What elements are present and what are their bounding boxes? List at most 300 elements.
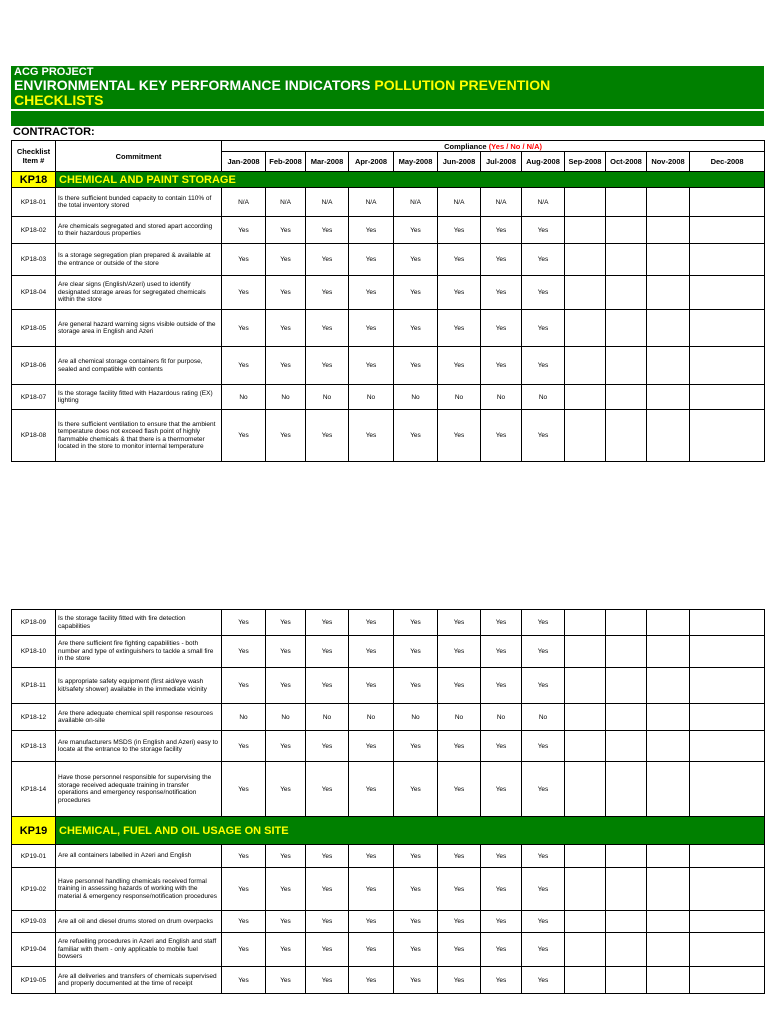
compliance-cell[interactable] <box>647 636 690 668</box>
compliance-cell[interactable] <box>565 911 606 933</box>
item-id: KP19-01 <box>12 845 56 868</box>
compliance-cell[interactable]: Yes <box>394 244 438 276</box>
compliance-cell[interactable]: Yes <box>266 762 306 817</box>
item-id: KP18-06 <box>12 347 56 385</box>
compliance-cell[interactable]: No <box>306 385 349 410</box>
compliance-cell[interactable]: Yes <box>266 668 306 704</box>
compliance-cell[interactable] <box>606 217 647 244</box>
compliance-cell[interactable]: Yes <box>306 217 349 244</box>
compliance-cell[interactable]: Yes <box>394 610 438 636</box>
compliance-cell[interactable]: Yes <box>522 762 565 817</box>
compliance-cell[interactable]: Yes <box>481 668 522 704</box>
compliance-cell[interactable]: Yes <box>438 668 481 704</box>
compliance-cell[interactable]: Yes <box>222 610 266 636</box>
compliance-cell[interactable] <box>606 868 647 911</box>
item-id: KP18-12 <box>12 704 56 731</box>
compliance-cell[interactable]: Yes <box>266 244 306 276</box>
compliance-cell[interactable]: No <box>266 704 306 731</box>
compliance-cell[interactable]: Yes <box>306 636 349 668</box>
item-id: KP18-11 <box>12 668 56 704</box>
commitment-text: Are manufacturers MSDS (in English and Azeri) easy to locate at the entrance to the storage facility <box>56 731 222 762</box>
compliance-cell[interactable]: N/A <box>266 188 306 217</box>
compliance-cell[interactable] <box>647 911 690 933</box>
compliance-cell[interactable]: Yes <box>522 731 565 762</box>
compliance-cell[interactable]: Yes <box>349 276 394 310</box>
compliance-cell[interactable] <box>647 762 690 817</box>
table-row <box>12 762 765 817</box>
compliance-cell[interactable] <box>606 668 647 704</box>
compliance-cell[interactable]: Yes <box>349 410 394 462</box>
table-row <box>12 244 765 276</box>
compliance-cell[interactable]: Yes <box>222 276 266 310</box>
compliance-cell[interactable]: Yes <box>522 310 565 347</box>
compliance-cell[interactable]: No <box>394 704 438 731</box>
compliance-cell[interactable] <box>690 636 765 668</box>
compliance-cell[interactable] <box>606 385 647 410</box>
compliance-cell[interactable]: Yes <box>438 276 481 310</box>
compliance-cell[interactable]: Yes <box>349 217 394 244</box>
compliance-cell[interactable]: Yes <box>306 410 349 462</box>
compliance-cell[interactable] <box>690 188 765 217</box>
compliance-cell[interactable] <box>690 868 765 911</box>
compliance-cell[interactable] <box>606 845 647 868</box>
compliance-cell[interactable]: Yes <box>349 636 394 668</box>
compliance-cell[interactable] <box>565 347 606 385</box>
compliance-cell[interactable]: Yes <box>349 668 394 704</box>
table-row <box>12 967 765 994</box>
compliance-cell[interactable]: Yes <box>438 244 481 276</box>
compliance-cell[interactable] <box>565 385 606 410</box>
compliance-cell[interactable]: Yes <box>222 217 266 244</box>
compliance-cell[interactable] <box>565 704 606 731</box>
compliance-cell[interactable]: Yes <box>394 310 438 347</box>
compliance-cell[interactable]: Yes <box>522 410 565 462</box>
compliance-cell[interactable]: No <box>349 704 394 731</box>
compliance-cell[interactable] <box>565 217 606 244</box>
compliance-cell[interactable]: Yes <box>394 276 438 310</box>
compliance-cell[interactable] <box>565 610 606 636</box>
compliance-cell[interactable] <box>647 845 690 868</box>
compliance-cell[interactable] <box>690 244 765 276</box>
item-id: KP18-14 <box>12 762 56 817</box>
item-id: KP19-03 <box>12 911 56 933</box>
compliance-cell[interactable]: Yes <box>438 410 481 462</box>
compliance-cell[interactable]: Yes <box>481 310 522 347</box>
compliance-cell[interactable]: Yes <box>266 731 306 762</box>
compliance-cell[interactable] <box>606 244 647 276</box>
compliance-cell[interactable] <box>690 310 765 347</box>
compliance-cell[interactable]: No <box>349 385 394 410</box>
compliance-cell[interactable]: Yes <box>481 410 522 462</box>
compliance-cell[interactable]: Yes <box>222 410 266 462</box>
compliance-cell[interactable] <box>565 410 606 462</box>
compliance-cell[interactable]: Yes <box>394 868 438 911</box>
compliance-cell[interactable] <box>606 704 647 731</box>
compliance-cell[interactable]: Yes <box>222 911 266 933</box>
compliance-cell[interactable]: Yes <box>222 310 266 347</box>
compliance-cell[interactable]: Yes <box>522 668 565 704</box>
compliance-cell[interactable]: Yes <box>266 967 306 994</box>
month-header: Jun-2008 <box>438 152 481 172</box>
compliance-cell[interactable]: Yes <box>438 610 481 636</box>
commitment-text: Are there adequate chemical spill response resources available on-site <box>56 704 222 731</box>
compliance-cell[interactable] <box>606 310 647 347</box>
compliance-cell[interactable]: No <box>522 385 565 410</box>
compliance-cell[interactable]: Yes <box>481 967 522 994</box>
compliance-cell[interactable] <box>690 410 765 462</box>
compliance-cell[interactable]: Yes <box>349 762 394 817</box>
table-row <box>12 636 765 668</box>
compliance-cell[interactable] <box>606 410 647 462</box>
commitment-text: Are all chemical storage containers fit for purpose, sealed and compatible with contents <box>56 347 222 385</box>
compliance-cell[interactable]: No <box>438 385 481 410</box>
compliance-cell[interactable]: N/A <box>349 188 394 217</box>
commitment-text: Are all deliveries and transfers of chemicals supervised and properly documented at the time of receipt <box>56 967 222 994</box>
compliance-cell[interactable]: Yes <box>481 610 522 636</box>
compliance-cell[interactable]: Yes <box>222 668 266 704</box>
compliance-cell[interactable]: Yes <box>222 731 266 762</box>
contractor-label: CONTRACTOR: <box>13 126 95 138</box>
compliance-cell[interactable] <box>606 933 647 967</box>
compliance-cell[interactable] <box>565 762 606 817</box>
compliance-cell[interactable] <box>606 731 647 762</box>
table-row <box>12 310 765 347</box>
compliance-label: Compliance <box>444 141 489 151</box>
compliance-cell[interactable]: Yes <box>522 276 565 310</box>
compliance-cell[interactable]: Yes <box>349 868 394 911</box>
compliance-cell[interactable] <box>690 845 765 868</box>
compliance-cell[interactable] <box>647 310 690 347</box>
compliance-cell[interactable]: Yes <box>266 217 306 244</box>
commitment-text: Is the storage facility fitted with Hazardous rating (EX) lighting <box>56 385 222 410</box>
compliance-cell[interactable] <box>690 911 765 933</box>
item-id: KP18-10 <box>12 636 56 668</box>
compliance-cell[interactable]: Yes <box>481 347 522 385</box>
column-header-compliance <box>222 141 765 152</box>
compliance-cell[interactable]: Yes <box>394 845 438 868</box>
compliance-cell[interactable] <box>690 217 765 244</box>
compliance-cell[interactable]: Yes <box>306 762 349 817</box>
item-id: KP18-02 <box>12 217 56 244</box>
compliance-cell[interactable] <box>565 188 606 217</box>
compliance-cell[interactable]: N/A <box>306 188 349 217</box>
month-header: Feb-2008 <box>266 152 306 172</box>
compliance-cell[interactable]: Yes <box>266 911 306 933</box>
compliance-cell[interactable]: Yes <box>349 933 394 967</box>
compliance-cell[interactable]: Yes <box>438 731 481 762</box>
page-title <box>14 78 550 93</box>
compliance-cell[interactable]: Yes <box>306 933 349 967</box>
compliance-cell[interactable]: Yes <box>266 868 306 911</box>
compliance-cell[interactable]: N/A <box>394 188 438 217</box>
compliance-cell[interactable]: Yes <box>522 244 565 276</box>
table-row <box>12 845 765 868</box>
commitment-text: Is the storage facility fitted with fire detection capabilities <box>56 610 222 636</box>
compliance-cell[interactable] <box>606 610 647 636</box>
compliance-cell[interactable]: No <box>306 704 349 731</box>
compliance-cell[interactable] <box>647 967 690 994</box>
compliance-cell[interactable] <box>647 347 690 385</box>
compliance-cell[interactable]: No <box>394 385 438 410</box>
compliance-cell[interactable] <box>565 967 606 994</box>
compliance-cell[interactable]: Yes <box>306 845 349 868</box>
compliance-cell[interactable]: No <box>222 704 266 731</box>
compliance-cell[interactable]: Yes <box>306 911 349 933</box>
compliance-cell[interactable] <box>690 385 765 410</box>
commitment-text: Is there sufficient bunded capacity to contain 110% of the total inventory stored <box>56 188 222 217</box>
compliance-cell[interactable]: Yes <box>306 731 349 762</box>
compliance-cell[interactable]: Yes <box>481 845 522 868</box>
month-header: May-2008 <box>394 152 438 172</box>
compliance-cell[interactable] <box>647 385 690 410</box>
compliance-cell[interactable]: Yes <box>266 610 306 636</box>
checklist-table-page2 <box>11 609 765 994</box>
compliance-cell[interactable]: Yes <box>349 731 394 762</box>
compliance-cell[interactable] <box>606 762 647 817</box>
compliance-cell[interactable] <box>647 276 690 310</box>
compliance-cell[interactable]: Yes <box>522 217 565 244</box>
compliance-cell[interactable]: Yes <box>306 610 349 636</box>
month-header: Aug-2008 <box>522 152 565 172</box>
compliance-cell[interactable] <box>647 244 690 276</box>
compliance-cell[interactable]: Yes <box>522 845 565 868</box>
item-id: KP18-13 <box>12 731 56 762</box>
compliance-cell[interactable]: Yes <box>306 347 349 385</box>
title-subject-cont: CHECKLISTS <box>14 92 104 108</box>
compliance-cell[interactable] <box>606 967 647 994</box>
compliance-cell[interactable]: Yes <box>522 933 565 967</box>
compliance-cell[interactable] <box>606 636 647 668</box>
compliance-cell[interactable] <box>647 188 690 217</box>
compliance-cell[interactable]: N/A <box>222 188 266 217</box>
item-id: KP18-04 <box>12 276 56 310</box>
compliance-cell[interactable]: No <box>438 704 481 731</box>
compliance-cell[interactable]: No <box>522 704 565 731</box>
compliance-cell[interactable]: Yes <box>438 868 481 911</box>
compliance-cell[interactable] <box>565 244 606 276</box>
commitment-text: Are general hazard warning signs visible outside of the storage area in English and Azeri <box>56 310 222 347</box>
compliance-cell[interactable] <box>565 310 606 347</box>
compliance-cell[interactable]: Yes <box>306 310 349 347</box>
compliance-cell[interactable]: Yes <box>349 845 394 868</box>
compliance-cell[interactable]: Yes <box>394 731 438 762</box>
compliance-cell[interactable]: Yes <box>222 845 266 868</box>
compliance-cell[interactable]: Yes <box>438 845 481 868</box>
compliance-cell[interactable]: Yes <box>394 933 438 967</box>
item-id: KP18-08 <box>12 410 56 462</box>
compliance-cell[interactable] <box>565 868 606 911</box>
compliance-cell[interactable] <box>690 347 765 385</box>
compliance-cell[interactable]: Yes <box>266 933 306 967</box>
compliance-cell[interactable] <box>647 217 690 244</box>
compliance-cell[interactable]: Yes <box>394 762 438 817</box>
compliance-cell[interactable]: Yes <box>266 310 306 347</box>
item-id: KP18-09 <box>12 610 56 636</box>
compliance-cell[interactable]: Yes <box>522 347 565 385</box>
compliance-cell[interactable] <box>690 933 765 967</box>
compliance-cell[interactable]: Yes <box>349 967 394 994</box>
compliance-cell[interactable]: Yes <box>394 410 438 462</box>
compliance-cell[interactable]: Yes <box>481 217 522 244</box>
compliance-cell[interactable]: N/A <box>481 188 522 217</box>
compliance-cell[interactable]: N/A <box>438 188 481 217</box>
item-id: KP19-05 <box>12 967 56 994</box>
compliance-cell[interactable]: Yes <box>394 217 438 244</box>
compliance-cell[interactable]: No <box>481 704 522 731</box>
table-row <box>12 276 765 310</box>
compliance-cell[interactable]: Yes <box>481 636 522 668</box>
compliance-cell[interactable]: Yes <box>266 347 306 385</box>
compliance-cell[interactable] <box>690 731 765 762</box>
table-row <box>12 217 765 244</box>
compliance-cell[interactable]: Yes <box>266 410 306 462</box>
table-row <box>12 731 765 762</box>
month-header: Oct-2008 <box>606 152 647 172</box>
compliance-cell[interactable] <box>690 668 765 704</box>
title-subject: POLLUTION PREVENTION <box>374 77 551 93</box>
compliance-cell[interactable] <box>647 668 690 704</box>
compliance-cell[interactable]: Yes <box>349 911 394 933</box>
item-id: KP19-04 <box>12 933 56 967</box>
compliance-cell[interactable] <box>647 410 690 462</box>
compliance-cell[interactable]: Yes <box>266 276 306 310</box>
compliance-cell[interactable]: Yes <box>266 845 306 868</box>
compliance-cell[interactable]: Yes <box>394 347 438 385</box>
item-id: KP18-07 <box>12 385 56 410</box>
month-header: Sep-2008 <box>565 152 606 172</box>
compliance-cell[interactable] <box>565 845 606 868</box>
compliance-cell[interactable]: Yes <box>349 310 394 347</box>
compliance-cell[interactable]: No <box>266 385 306 410</box>
compliance-cell[interactable] <box>690 610 765 636</box>
compliance-cell[interactable]: Yes <box>438 967 481 994</box>
commitment-text: Is a storage segregation plan prepared & available at the entrance or outside of the store <box>56 244 222 276</box>
compliance-cell[interactable]: Yes <box>438 762 481 817</box>
section-row-kp18 <box>12 172 765 188</box>
compliance-cell[interactable]: Yes <box>394 668 438 704</box>
table-row <box>12 933 765 967</box>
compliance-cell[interactable]: N/A <box>522 188 565 217</box>
compliance-cell[interactable]: Yes <box>438 310 481 347</box>
compliance-cell[interactable]: Yes <box>481 933 522 967</box>
compliance-cell[interactable] <box>647 704 690 731</box>
compliance-cell[interactable]: Yes <box>266 636 306 668</box>
commitment-text: Have personnel handling chemicals received formal training in assessing hazards of working with the material & emergency response/notification procedures <box>56 868 222 911</box>
month-header: Jul-2008 <box>481 152 522 172</box>
commitment-text: Are all containers labelled in Azeri and English <box>56 845 222 868</box>
compliance-options: (Yes / No / N/A) <box>488 141 543 151</box>
month-header: Dec-2008 <box>690 152 765 172</box>
month-header: Apr-2008 <box>349 152 394 172</box>
month-header: Mar-2008 <box>306 152 349 172</box>
section-title: CHEMICAL AND PAINT STORAGE <box>56 172 765 188</box>
compliance-cell[interactable] <box>606 276 647 310</box>
compliance-cell[interactable] <box>606 188 647 217</box>
compliance-cell[interactable] <box>565 636 606 668</box>
compliance-cell[interactable] <box>565 276 606 310</box>
compliance-cell[interactable] <box>690 967 765 994</box>
compliance-cell[interactable]: Yes <box>522 636 565 668</box>
project-name: ACG PROJECT <box>14 66 94 78</box>
section-id: KP19 <box>12 817 56 845</box>
compliance-cell[interactable]: Yes <box>222 244 266 276</box>
compliance-cell[interactable] <box>690 704 765 731</box>
compliance-cell[interactable] <box>690 762 765 817</box>
banner-stripe <box>11 111 764 126</box>
compliance-cell[interactable]: Yes <box>222 933 266 967</box>
section-id: KP18 <box>12 172 56 188</box>
compliance-cell[interactable]: Yes <box>222 636 266 668</box>
compliance-cell[interactable]: Yes <box>349 244 394 276</box>
compliance-cell[interactable]: Yes <box>438 911 481 933</box>
compliance-cell[interactable]: Yes <box>222 762 266 817</box>
compliance-cell[interactable] <box>606 911 647 933</box>
month-header: Jan-2008 <box>222 152 266 172</box>
compliance-cell[interactable]: Yes <box>481 276 522 310</box>
compliance-cell[interactable]: Yes <box>394 967 438 994</box>
compliance-cell[interactable]: Yes <box>222 967 266 994</box>
compliance-cell[interactable]: Yes <box>222 868 266 911</box>
compliance-cell[interactable]: Yes <box>438 933 481 967</box>
compliance-cell[interactable]: Yes <box>481 244 522 276</box>
compliance-cell[interactable] <box>606 347 647 385</box>
compliance-cell[interactable]: No <box>222 385 266 410</box>
compliance-cell[interactable] <box>647 933 690 967</box>
column-header-commitment: Commitment <box>56 141 222 172</box>
compliance-cell[interactable] <box>647 610 690 636</box>
table-row <box>12 610 765 636</box>
compliance-cell[interactable]: Yes <box>522 967 565 994</box>
compliance-cell[interactable]: Yes <box>438 217 481 244</box>
compliance-cell[interactable]: Yes <box>394 911 438 933</box>
compliance-cell[interactable]: Yes <box>438 347 481 385</box>
compliance-cell[interactable]: Yes <box>349 347 394 385</box>
commitment-text: Are clear signs (English/Azeri) used to identify designated storage areas for segregated chemicals within the store <box>56 276 222 310</box>
compliance-cell[interactable]: Yes <box>481 911 522 933</box>
compliance-cell[interactable]: Yes <box>306 244 349 276</box>
compliance-cell[interactable]: Yes <box>522 868 565 911</box>
commitment-text: Is appropriate safety equipment (first aid/eye wash kit/safety shower) available in the immediate vicinity <box>56 668 222 704</box>
compliance-cell[interactable]: Yes <box>306 668 349 704</box>
compliance-cell[interactable]: Yes <box>481 868 522 911</box>
compliance-cell[interactable] <box>647 731 690 762</box>
compliance-cell[interactable] <box>565 933 606 967</box>
compliance-cell[interactable]: Yes <box>522 610 565 636</box>
compliance-cell[interactable]: No <box>481 385 522 410</box>
month-header: Nov-2008 <box>647 152 690 172</box>
table-row <box>12 385 765 410</box>
section-title: CHEMICAL, FUEL AND OIL USAGE ON SITE <box>56 817 765 845</box>
table-row <box>12 704 765 731</box>
compliance-cell[interactable]: Yes <box>306 967 349 994</box>
table-row <box>12 911 765 933</box>
compliance-cell[interactable]: Yes <box>222 347 266 385</box>
compliance-cell[interactable]: Yes <box>394 636 438 668</box>
compliance-cell[interactable]: Yes <box>306 276 349 310</box>
compliance-cell[interactable] <box>647 868 690 911</box>
compliance-cell[interactable]: Yes <box>481 731 522 762</box>
compliance-cell[interactable]: Yes <box>306 868 349 911</box>
compliance-cell[interactable]: Yes <box>438 636 481 668</box>
compliance-cell[interactable]: Yes <box>349 610 394 636</box>
compliance-cell[interactable]: Yes <box>522 911 565 933</box>
compliance-cell[interactable]: Yes <box>481 762 522 817</box>
compliance-cell[interactable] <box>565 668 606 704</box>
checklist-table-page1 <box>11 140 765 462</box>
compliance-cell[interactable] <box>690 276 765 310</box>
compliance-cell[interactable] <box>565 731 606 762</box>
table-row <box>12 668 765 704</box>
